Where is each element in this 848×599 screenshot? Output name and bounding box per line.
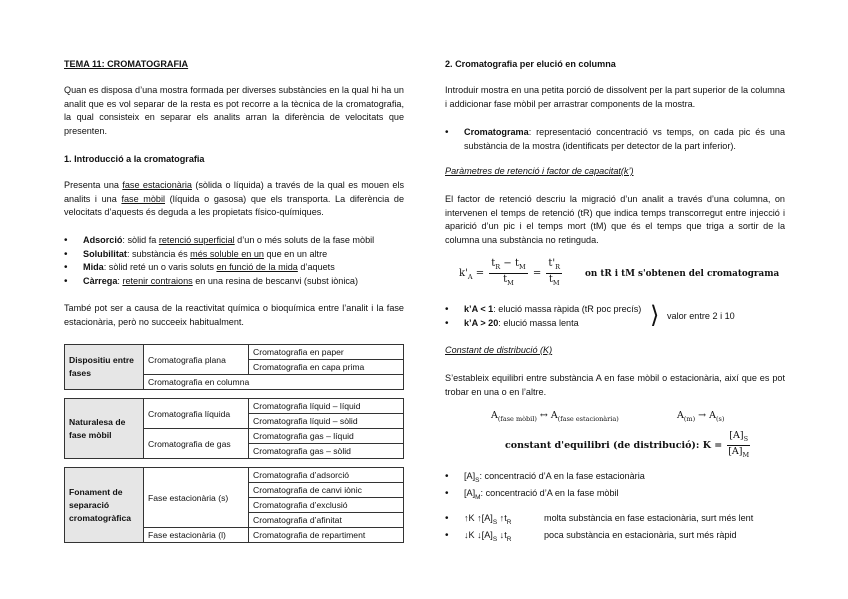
elution-paragraph: Introduir mostra en una petita porció de dissolvent per la part superior de la columna i addicionar fase mòbil per arrastrar components de la mostra. (445, 85, 785, 109)
intro-paragraph: Quan es disposa d’una mostra formada per diverses substàncies en la qual hi ha un analit que es vol separar de la resta es pot recorre a la tècnica de la cromatografia, la qual consisteix en separar els analits arran la diferència de velocitats que presenten. (64, 85, 404, 136)
distribution-paragraph: S’estableix equilibri entre substància A en fase mòbil o estacionària, així que es pot trobar en una o en l’altre. (445, 373, 785, 397)
table-cell: Cromatografia en paper (249, 345, 404, 360)
concentration-list (445, 470, 785, 505)
equilibrium-short: $A_{(m)} \to A_{(s)}$ (677, 410, 725, 423)
table-cell: Cromatografia líquida (144, 399, 249, 429)
table-cell: Cromatografia en columna (144, 375, 404, 390)
list-item: • ↑K $↑[A]_S$ $↑t_R$ molta substància en fase estacionària, surt més lent (445, 512, 790, 529)
table-cell: Cromatografia gas – líquid (249, 429, 404, 444)
table-cell: Cromatografia líquid – líquid (249, 399, 404, 414)
list-item: • Adsorció: sòlid fa retenció superficial d’un o més soluts de la fase mòbil (64, 234, 409, 248)
equilibrium-reaction: $A_{(fase mòbil)}$ ↔ $A_{(fase estacionària)}$ (491, 410, 619, 423)
reactivity-paragraph: També pot ser a causa de la reactivitat química o bioquímica entre l’analit i la fase estacionària, però no succeeix habitualment. (64, 303, 404, 327)
table-cell: Cromatografia líquid – sòlid (249, 414, 404, 429)
table-cell: Cromatografia en capa prima (249, 360, 404, 375)
table-label: Dispositiu entre fases (65, 345, 144, 390)
list-item: • Càrrega: retenir contraions en una resina de bescanvi (subst iònica) (64, 275, 409, 289)
properties-list (64, 234, 409, 288)
table-cell: Fase estacionària (s) (144, 468, 249, 528)
table-label: Fonament de separació cromatogràfica (65, 468, 144, 543)
table-label: Naturalesa de fase mòbil (65, 399, 144, 459)
table-cell: Cromatografia plana (144, 345, 249, 375)
list-item: • Cromatograma: representació concentració vs temps, on cada pic és una substància de la mostra (identificats per detector de la part inferior). (445, 126, 785, 153)
table-cell: Cromatografia d’exclusió (249, 498, 404, 513)
table-cell: Cromatografia d’afinitat (249, 513, 404, 528)
retention-paragraph: El factor de retenció descriu la migració d’un analit a través d’una columna, on intervenen el temps de retenció (tR) que indica temps transcorregut entre injecció i aparició d’un pic i el temps mort (tM) que és el temps que triga a sortir de la columna una substància no retinguda. (445, 194, 785, 245)
section-1-heading: 1. Introducció a la cromatografia (64, 154, 205, 164)
list-item: • $[A]_S$: concentració d’A en la fase estacionària (445, 470, 785, 487)
distribution-constant-formula: constant d'equilibri (de distribució): K = $\frac{[A]_S}{[A]_M}$ (505, 430, 750, 459)
retention-subheading: Paràmetres de retenció i factor de capacitat(k’) (445, 166, 634, 176)
table-cell: Cromatografia d’adsorció (249, 468, 404, 483)
formula-note: on tR i tM s'obtenen del cromatograma (585, 269, 780, 279)
table-cell: Cromatografia de repartiment (249, 528, 404, 543)
table-cell: Cromatografia de gas (144, 429, 249, 459)
capacity-list (445, 303, 665, 330)
cromatograma-list (445, 126, 785, 153)
table-cell: Cromatografia de canvi iònic (249, 483, 404, 498)
capacity-factor-formula: $k'_A$ = $\frac{t_R - t_M}{t_M}$ = $\frac{t'_R}{t_M}$ (459, 258, 561, 287)
range-note: valor entre 2 i 10 (667, 311, 735, 321)
table-cell: Fase estacionària (l) (144, 528, 249, 543)
trend-list (445, 512, 790, 547)
section-2-heading: 2. Cromatografia per elució en columna (445, 59, 616, 69)
list-item: • Solubilitat: substància és més soluble en un que en un altre (64, 248, 409, 262)
table-cell: Cromatografia gas – sòlid (249, 444, 404, 459)
table-dispositiu (64, 344, 404, 390)
intro-fases-paragraph: Presenta una fase estacionària (sòlida o líquida) a través de la qual es mouen els analits i una fase mòbil (líquida o gasosa) que els transporta. La diferència de velocitats d’aquests és deguda a les propietats físico-químiques. (64, 180, 405, 218)
list-item: • ↓K $↓[A]_S$ $↓t_R$ poca substància en estacionària, surt més ràpid (445, 529, 790, 546)
distribution-subheading: Constant de distribució (K) (445, 345, 553, 355)
brace-icon: ⟩ (650, 301, 660, 329)
list-item: • k’A > 20: elució massa lenta (445, 317, 665, 331)
table-naturalesa (64, 398, 404, 459)
list-item: • Mida: sòlid reté un o varis soluts en funció de la mida d’aquets (64, 261, 409, 275)
table-fonament (64, 467, 404, 543)
list-item: • k’A < 1: elució massa ràpida (tR poc precís) (445, 303, 665, 317)
list-item: • $[A]_M$: concentració d’A en la fase mòbil (445, 487, 785, 504)
page-title: TEMA 11: CROMATOGRAFIA (64, 59, 189, 69)
